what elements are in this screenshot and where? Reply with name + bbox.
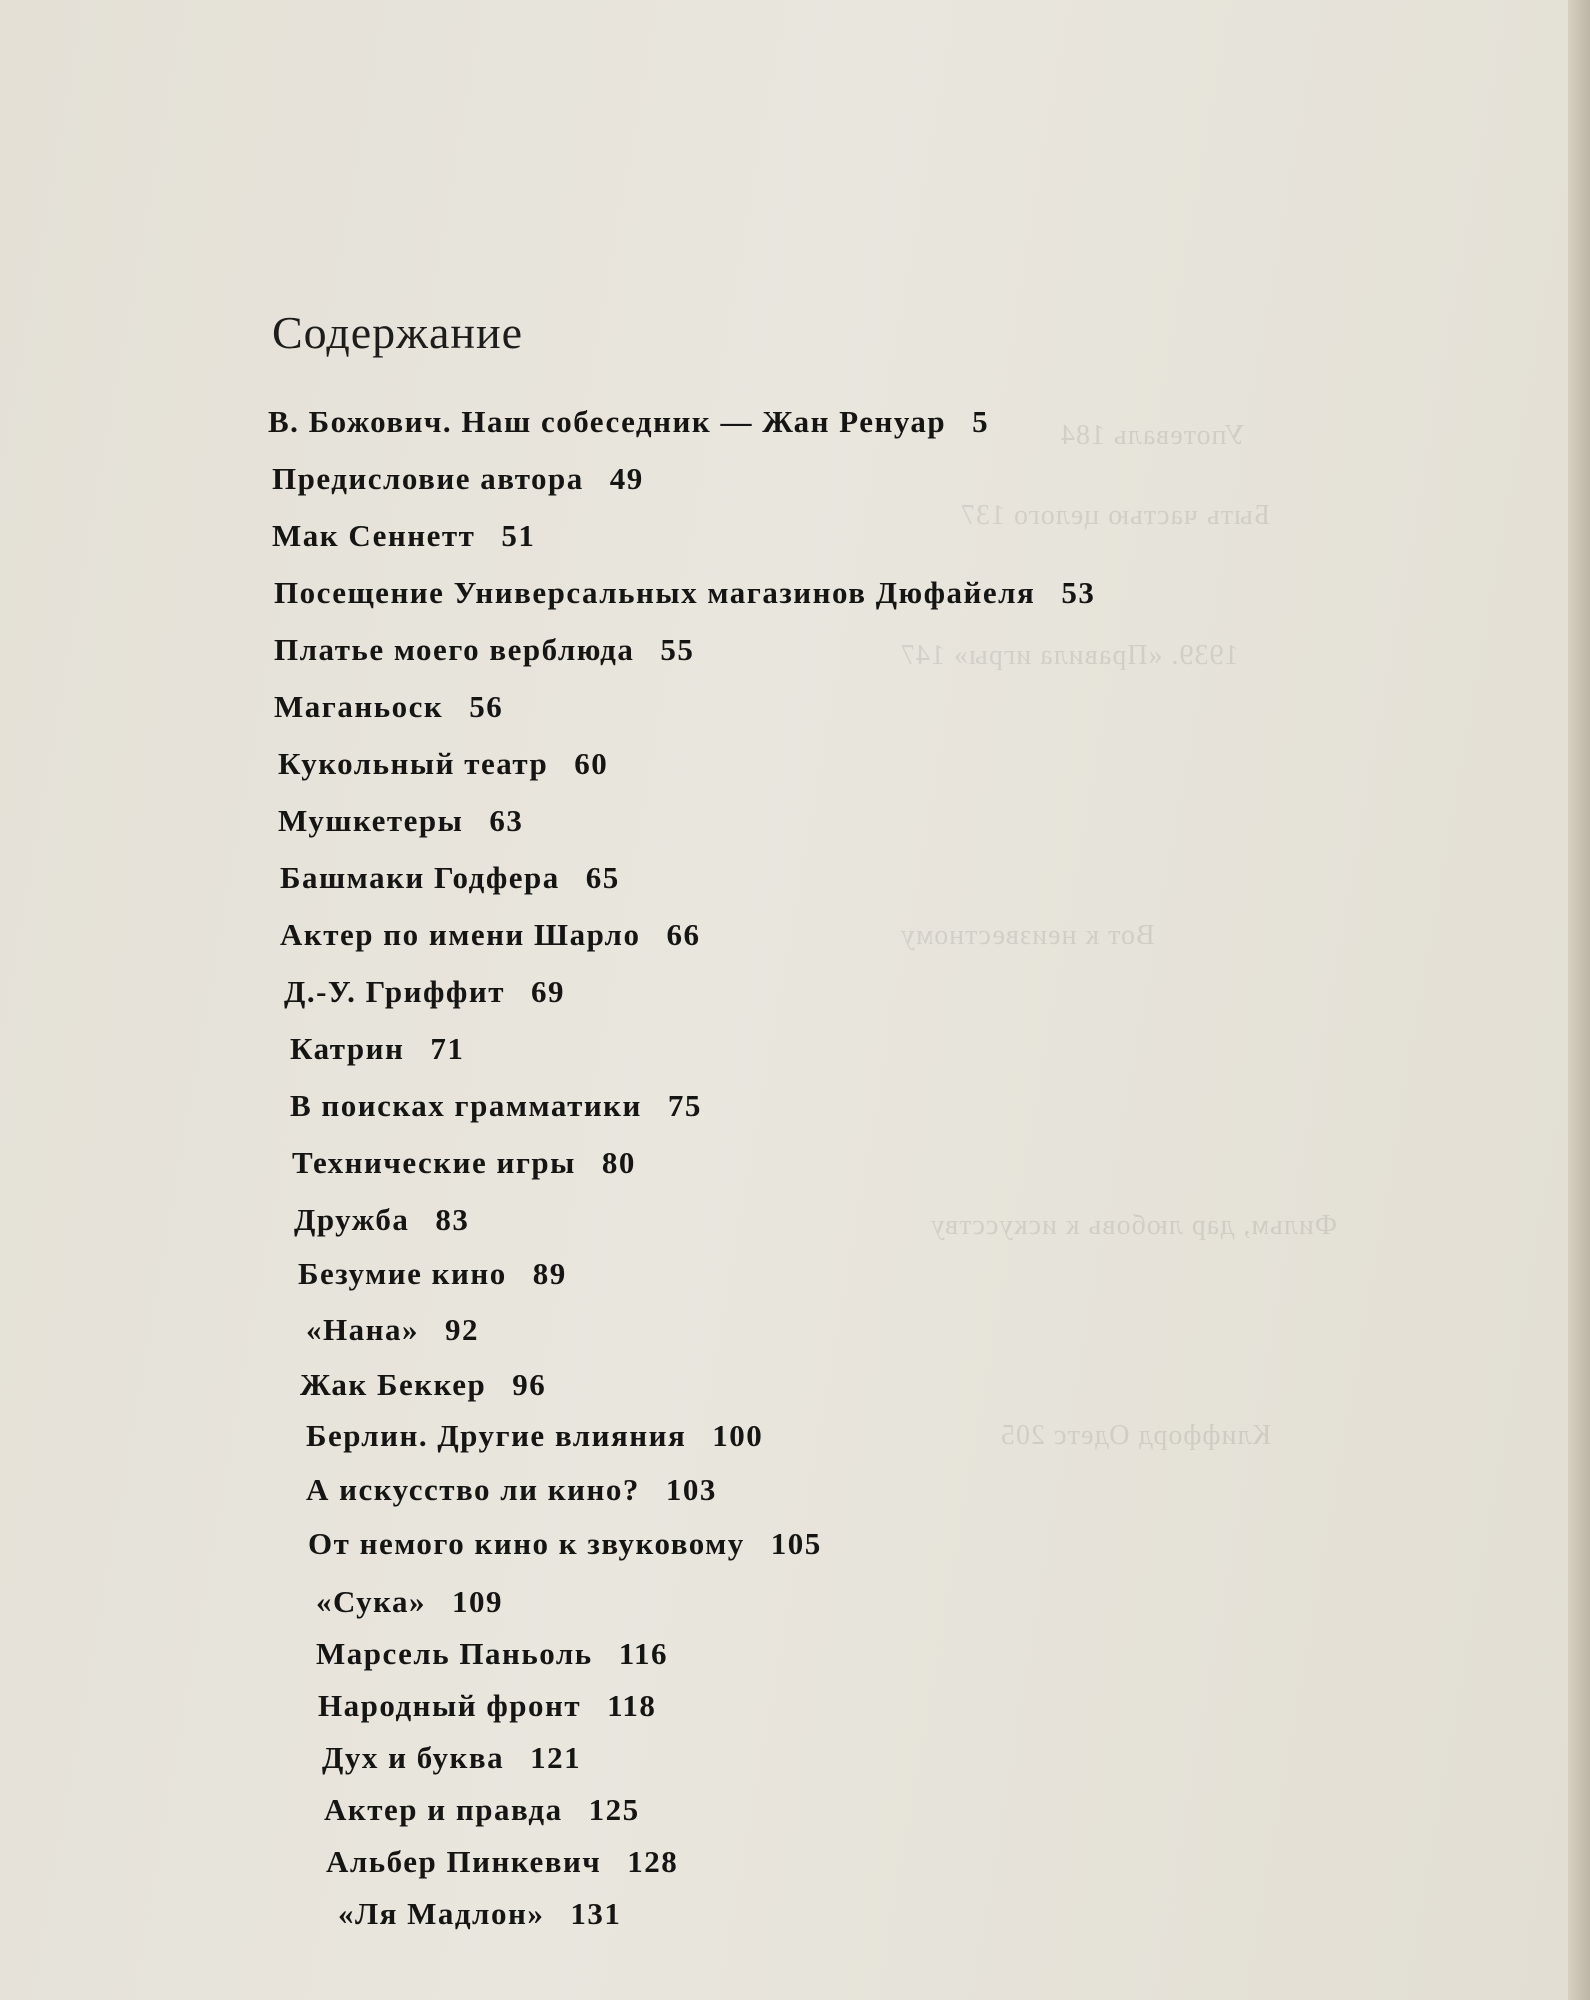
show-through-text: Употеваль 184 [1060, 420, 1245, 451]
toc-entry-page: 128 [627, 1844, 679, 1879]
toc-entry-title: Технические игры [292, 1145, 576, 1180]
toc-entry-page: 118 [607, 1688, 657, 1723]
toc-entry-title: От немого кино к звуковому [308, 1526, 745, 1561]
toc-entry [318, 1688, 656, 1724]
toc-entry [300, 1367, 546, 1403]
toc-entry-title: Альбер Пинкевич [326, 1844, 602, 1879]
toc-entry [306, 1418, 763, 1454]
toc-entry-page: 131 [570, 1896, 622, 1931]
toc-entry-title: Безумие кино [298, 1256, 507, 1291]
toc-entry-page: 49 [609, 461, 644, 496]
toc-entry-title: Кукольный театр [278, 746, 549, 781]
toc-entry-title: Марсель Паньоль [316, 1636, 593, 1671]
toc-entry [272, 461, 644, 497]
toc-entry-page: 69 [530, 974, 565, 1009]
toc-entry [306, 1312, 479, 1348]
show-through-text: Быть частью целого 137 [960, 500, 1270, 531]
toc-entry [298, 1256, 567, 1292]
toc-entry [306, 1472, 717, 1508]
toc-entry-page: 92 [444, 1312, 479, 1347]
toc-entry [274, 689, 503, 725]
toc-entry [290, 1031, 464, 1067]
toc-entry-title: Д.-У. Гриффит [284, 974, 505, 1009]
toc-entry-title: В. Божович. Наш собеседник — Жан Ренуар [268, 404, 947, 439]
toc-entry-page: 53 [1061, 575, 1096, 610]
toc-entry-title: Мак Сеннетт [272, 518, 476, 553]
toc-entry-page: 66 [666, 917, 701, 952]
toc-entry-title: Дружба [294, 1202, 410, 1237]
page-title: Содержание [272, 307, 524, 358]
toc-entry [278, 803, 523, 839]
toc-entry-title: Народный фронт [318, 1688, 582, 1723]
toc-entry [280, 860, 620, 896]
toc-entry-title: Платье моего верблюда [274, 632, 635, 667]
toc-entry-page: 63 [489, 803, 524, 838]
toc-entry-page: 105 [770, 1526, 822, 1561]
show-through-text: Вот к неизвестному [900, 920, 1155, 951]
show-through-text: Фильм, дар любовь к искусству [930, 1210, 1337, 1241]
toc-entry-page: 80 [601, 1145, 636, 1180]
toc-entry-title: Дух и буква [322, 1740, 505, 1775]
toc-entry-title: Маганьоск [274, 689, 444, 724]
toc-entry [284, 974, 565, 1010]
toc-entry-page: 116 [618, 1636, 668, 1671]
toc-entry-page: 121 [530, 1740, 582, 1775]
toc-entry-title: Катрин [290, 1031, 405, 1066]
toc-entry-page: 103 [665, 1472, 717, 1507]
toc-entry [316, 1636, 668, 1672]
toc-entry [272, 518, 535, 554]
show-through-text: Клиффорд Одетс 205 [1000, 1420, 1272, 1451]
toc-entry-page: 89 [532, 1256, 567, 1291]
toc-entry-page: 96 [512, 1367, 547, 1402]
toc-entry-title: Берлин. Другие влияния [306, 1418, 687, 1453]
toc-entry-title: А искусство ли кино? [306, 1472, 640, 1507]
toc-entry [278, 746, 608, 782]
toc-entry [326, 1844, 678, 1880]
toc-entry [338, 1896, 621, 1932]
toc-entry-page: 100 [712, 1418, 764, 1453]
show-through-text: 1939. «Правила игры» 147 [900, 640, 1239, 671]
toc-entry [290, 1088, 702, 1124]
toc-entry-title: В поисках грамматики [290, 1088, 642, 1123]
toc-entry [322, 1740, 581, 1776]
toc-entry [316, 1584, 503, 1620]
toc-entry-title: Жак Беккер [300, 1367, 487, 1402]
page-edge [1568, 0, 1590, 2000]
toc-entry-title: Посещение Универсальных магазинов Дюфайеля [274, 575, 1036, 610]
toc-entry-title: «Сука» [316, 1584, 427, 1619]
toc-entry-page: 65 [585, 860, 620, 895]
toc-entry [294, 1202, 469, 1238]
toc-entry [274, 632, 694, 668]
toc-entry-page: 55 [660, 632, 695, 667]
toc-entry-page: 83 [435, 1202, 470, 1237]
toc-entry-title: «Нана» [306, 1312, 419, 1347]
toc-entry-title: Актер по имени Шарло [280, 917, 641, 952]
toc-entry-title: Мушкетеры [278, 803, 464, 838]
toc-entry [274, 575, 1095, 611]
toc-entry-page: 75 [667, 1088, 702, 1123]
toc-entry-page: 125 [588, 1792, 640, 1827]
toc-entry-title: Башмаки Годфера [280, 860, 560, 895]
toc-entry-page: 51 [501, 518, 536, 553]
toc-entry-page: 5 [972, 404, 990, 439]
toc-entry-page: 56 [469, 689, 504, 724]
toc-entry-title: «Ля Мадлон» [338, 1896, 545, 1931]
toc-entry [324, 1792, 640, 1828]
toc-entry-title: Предисловие автора [272, 461, 584, 496]
toc-entry-title: Актер и правда [324, 1792, 563, 1827]
toc-entry [280, 917, 700, 953]
toc-entry-page: 71 [430, 1031, 465, 1066]
toc-entry-page: 60 [574, 746, 609, 781]
toc-entry-page: 109 [452, 1584, 504, 1619]
toc-entry [292, 1145, 636, 1181]
toc-entry [268, 404, 989, 440]
toc-entry [308, 1526, 822, 1562]
